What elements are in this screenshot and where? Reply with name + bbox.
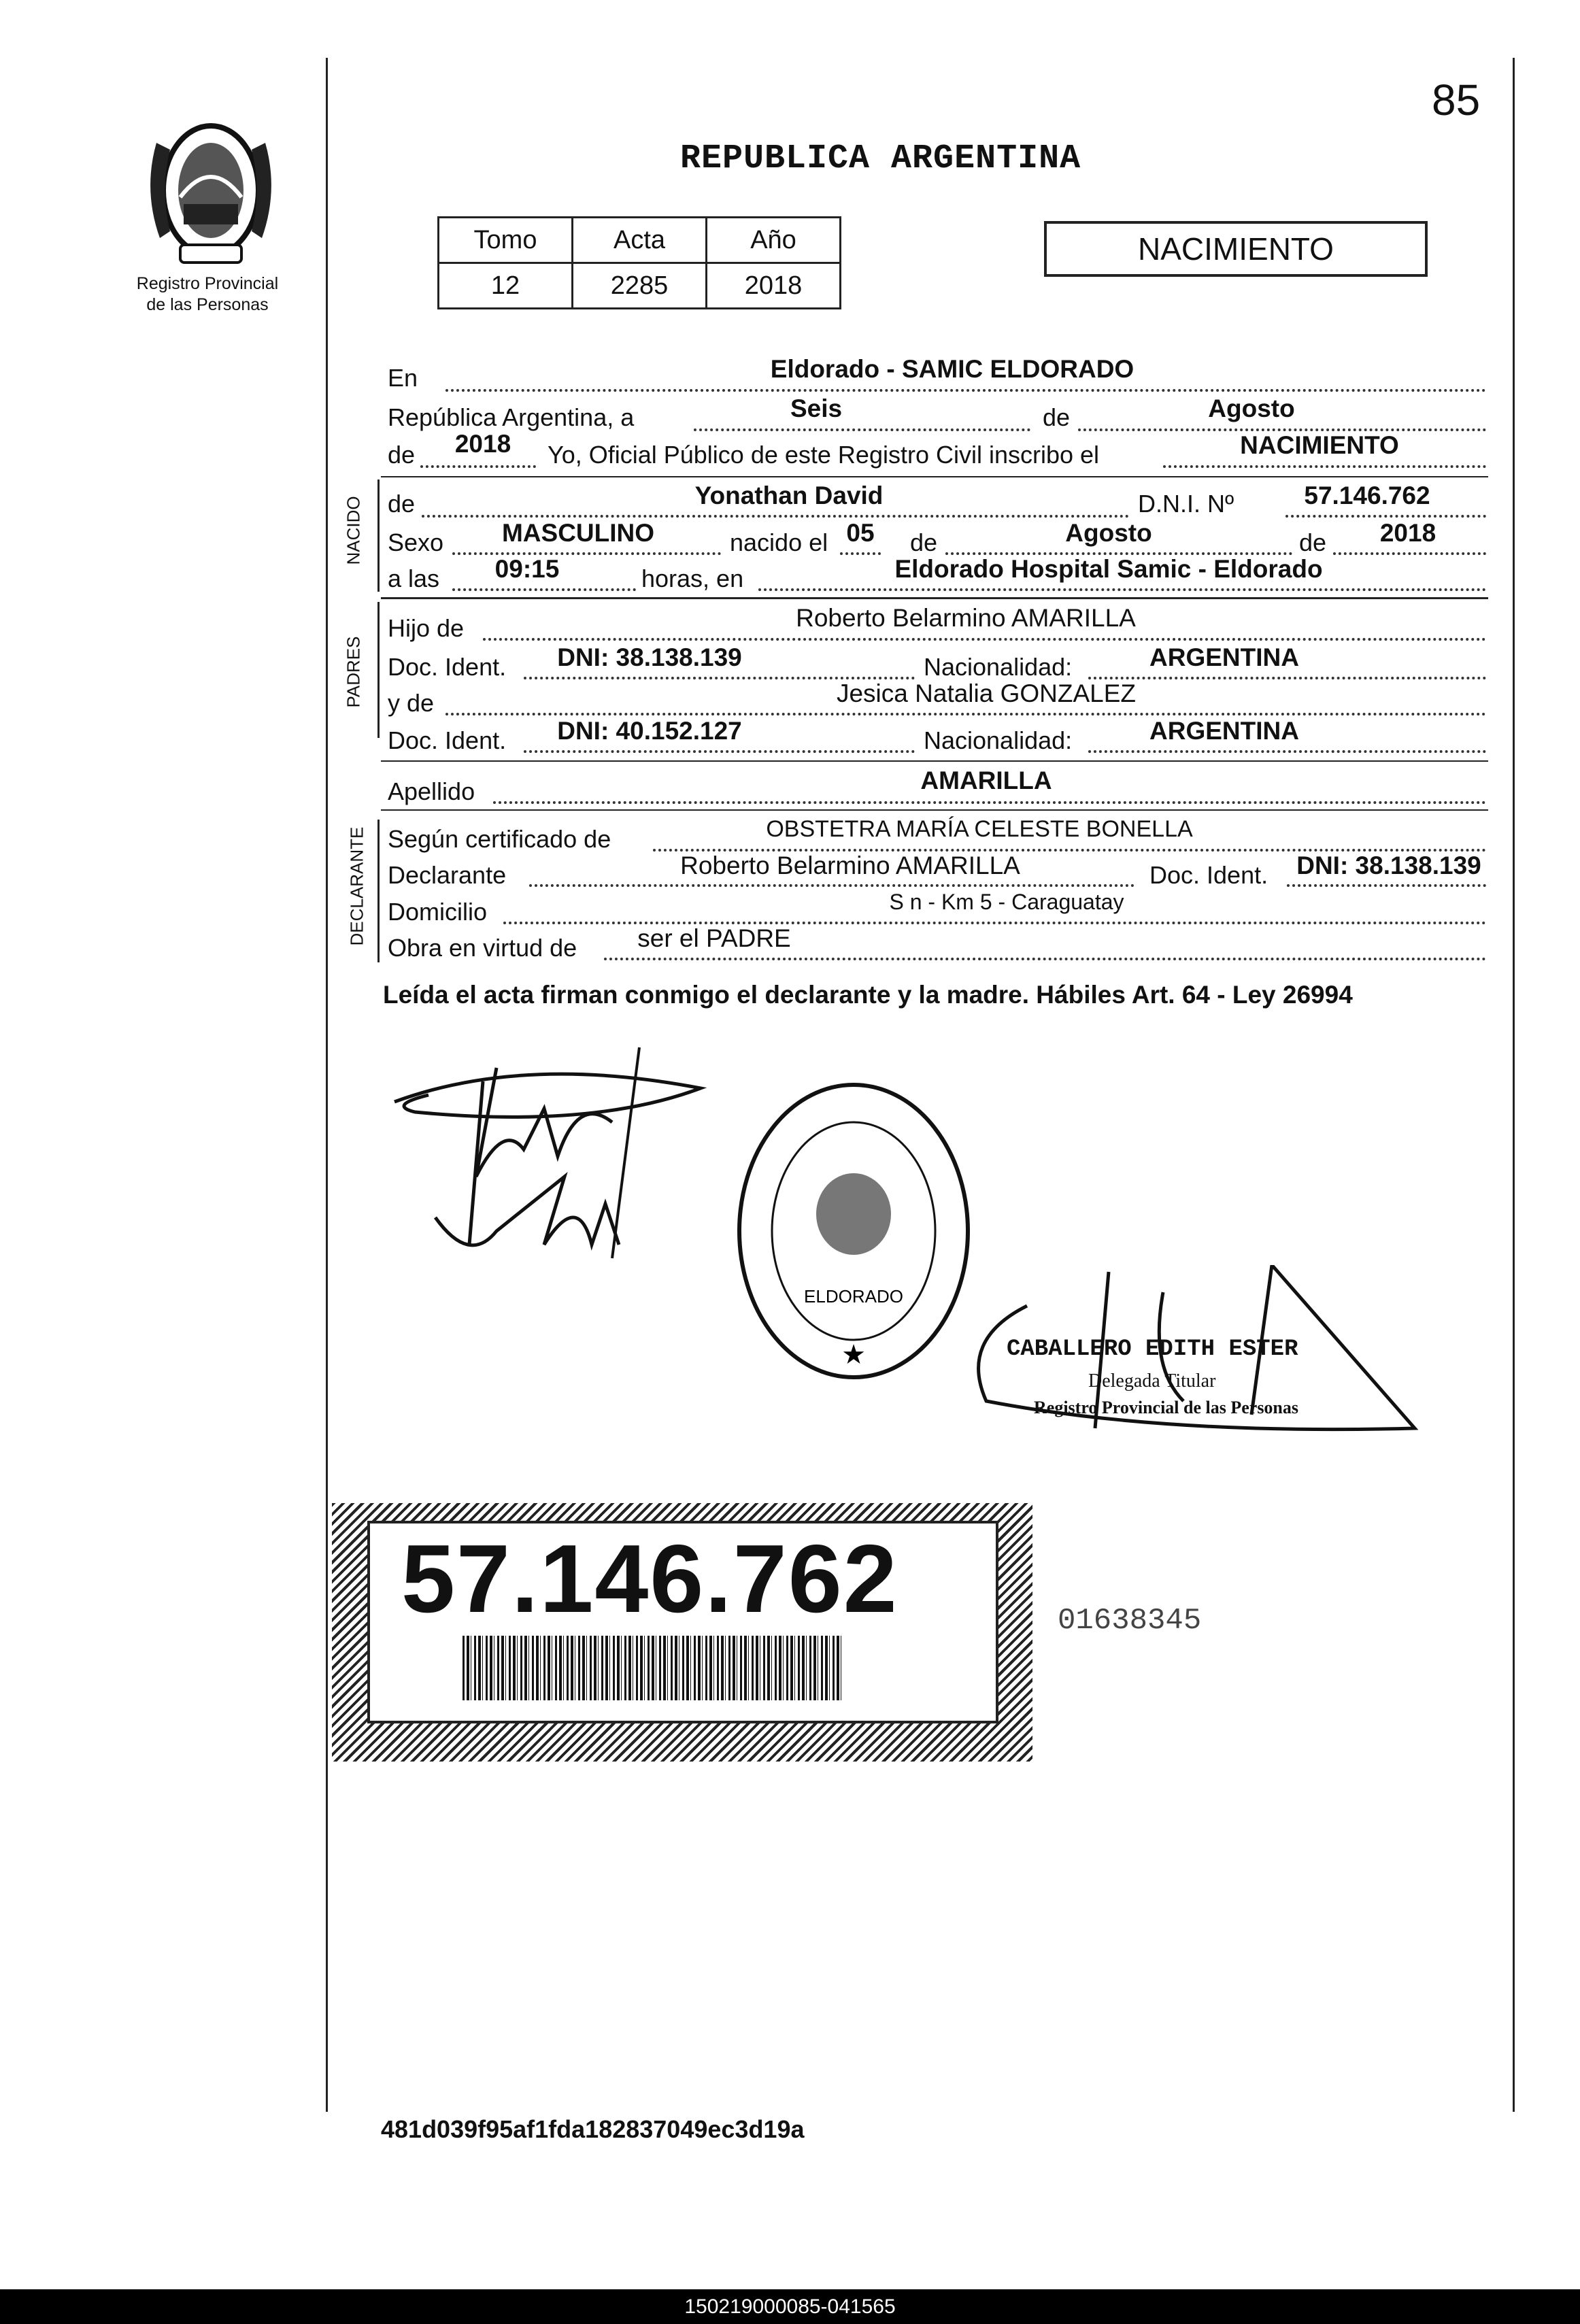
table-header-acta: Acta xyxy=(573,218,707,263)
official-stamp xyxy=(731,1078,976,1391)
left-margin-line xyxy=(326,58,328,2112)
nacido-section-top xyxy=(381,476,1488,477)
dotted-line xyxy=(493,801,1486,804)
value-padre-doc: DNI: 38.138.139 xyxy=(557,643,742,671)
right-margin-line xyxy=(1513,58,1515,2112)
dotted-line xyxy=(758,588,1486,591)
label-declarante: Declarante xyxy=(388,861,507,889)
value-domicilio: S n - Km 5 - Caraguatay xyxy=(889,890,1124,914)
value-certificado: OBSTETRA MARÍA CELESTE BONELLA xyxy=(766,816,1193,842)
label-republica: República Argentina, a xyxy=(388,403,635,431)
label-en: En xyxy=(388,364,418,392)
dotted-line xyxy=(694,428,1030,431)
sticker-serial: 01638345 xyxy=(1058,1604,1202,1638)
dotted-line xyxy=(452,588,636,591)
value-lugar-nac: Eldorado Hospital Samic - Eldorado xyxy=(894,555,1323,583)
footer-code: 150219000085-041565 xyxy=(684,2295,896,2318)
declarante-section-bar xyxy=(377,820,380,962)
table-value-tomo: 12 xyxy=(439,263,573,309)
label-a-las: a las xyxy=(388,565,440,592)
declarant-signature xyxy=(388,1041,721,1285)
dotted-line xyxy=(420,465,536,468)
logo-caption-line1: Registro Provincial xyxy=(136,274,279,293)
closing-note: Leída el acta firman conmigo el declarante y la madre. Hábiles Art. 64 - Ley 26994 xyxy=(383,981,1353,1009)
value-nac-anio: 2018 xyxy=(1379,519,1436,547)
label-de3: de xyxy=(1299,528,1327,556)
table-header-anio: Año xyxy=(707,218,841,263)
label-obra: Obra en virtud de xyxy=(388,934,577,962)
label-apellido: Apellido xyxy=(388,777,475,805)
dotted-line xyxy=(529,884,1134,887)
value-apellido: AMARILLA xyxy=(920,767,1052,794)
document-hash: 481d039f95af1fda182837049ec3d19a xyxy=(381,2115,805,2143)
label-y-de: y de xyxy=(388,689,435,717)
label-doc-ident2: Doc. Ident. xyxy=(388,726,507,754)
label-yo: Yo, Oficial Público de este Registro Civil inscribo el xyxy=(548,441,1100,469)
label-horas: horas, en xyxy=(641,565,744,592)
dotted-line xyxy=(1285,515,1486,518)
padres-section-bar xyxy=(377,602,380,738)
side-label-nacido: NACIDO xyxy=(343,496,364,565)
act-reference-table xyxy=(437,216,841,309)
label-dni: D.N.I. Nº xyxy=(1138,490,1234,518)
document-title: REPUBLICA ARGENTINA xyxy=(680,139,1081,178)
label-domicilio: Domicilio xyxy=(388,898,488,926)
value-hora: 09:15 xyxy=(494,555,560,583)
apellido-section-bottom xyxy=(381,809,1488,811)
sticker-number: 57.146.762 xyxy=(401,1525,898,1633)
label-nacido: nacido el xyxy=(730,528,828,556)
act-type-box: NACIMIENTO xyxy=(1044,221,1428,277)
value-nombre: Yonathan David xyxy=(694,482,884,509)
label-sexo: Sexo xyxy=(388,528,444,556)
label-doc-ident: Doc. Ident. xyxy=(388,653,507,681)
side-label-declarante: DECLARANTE xyxy=(346,826,367,946)
dotted-line xyxy=(1088,750,1486,753)
dotted-line xyxy=(422,515,1129,518)
page-number: 85 xyxy=(1432,75,1481,124)
value-nac-mes: Agosto xyxy=(1065,519,1152,547)
dotted-line xyxy=(524,750,915,753)
value-nac-dia: 05 xyxy=(846,519,875,547)
dotted-line xyxy=(446,389,1486,392)
label-nacionalidad: Nacionalidad: xyxy=(924,653,1073,681)
table-value-acta: 2285 xyxy=(573,263,707,309)
official-org: Registro Provincial de las Personas xyxy=(1034,1398,1299,1417)
side-label-padres: PADRES xyxy=(343,636,364,708)
label-de-start: de xyxy=(388,441,416,469)
nacido-section-bar xyxy=(377,479,380,592)
value-padre-nac: ARGENTINA xyxy=(1149,643,1299,671)
value-madre-doc: DNI: 40.152.127 xyxy=(557,717,742,745)
official-name: CABALLERO EDITH ESTER xyxy=(1007,1336,1298,1362)
logo-caption xyxy=(116,273,299,316)
svg-text:ELDORADO: ELDORADO xyxy=(804,1286,903,1307)
value-lugar: Eldorado - SAMIC ELDORADO xyxy=(770,355,1134,383)
svg-text:★: ★ xyxy=(841,1340,866,1370)
dotted-line xyxy=(446,713,1486,715)
dotted-line xyxy=(1287,884,1486,887)
table-header-tomo: Tomo xyxy=(439,218,573,263)
table-value-anio: 2018 xyxy=(707,263,841,309)
value-sexo: MASCULINO xyxy=(501,519,655,547)
value-madre-nac: ARGENTINA xyxy=(1149,717,1299,745)
value-acto: NACIMIENTO xyxy=(1240,431,1399,459)
value-obra: ser el PADRE xyxy=(637,924,791,952)
value-dia: Seis xyxy=(790,394,843,422)
value-dni: 57.146.762 xyxy=(1304,482,1430,509)
value-anio: 2018 xyxy=(454,430,511,458)
label-nacionalidad2: Nacionalidad: xyxy=(924,726,1073,754)
label-doc-ident3: Doc. Ident. xyxy=(1149,861,1268,889)
label-de2: de xyxy=(910,528,938,556)
nacido-section-bottom xyxy=(381,597,1488,599)
value-madre: Jesica Natalia GONZALEZ xyxy=(836,679,1137,707)
official-role: Delegada Titular xyxy=(1088,1370,1216,1392)
value-declarante: Roberto Belarmino AMARILLA xyxy=(680,852,1020,879)
logo-caption-line2: de las Personas xyxy=(146,295,269,314)
value-padre: Roberto Belarmino AMARILLA xyxy=(796,604,1136,632)
province-seal-logo xyxy=(143,116,279,272)
label-hijo-de: Hijo de xyxy=(388,614,465,642)
label-de-name: de xyxy=(388,490,416,518)
dotted-line xyxy=(483,638,1486,641)
padres-section-bottom xyxy=(381,760,1488,762)
barcode xyxy=(463,1636,843,1700)
dotted-line xyxy=(1163,465,1486,468)
value-mes: Agosto xyxy=(1208,394,1295,422)
value-declarante-doc: DNI: 38.138.139 xyxy=(1296,852,1481,879)
label-segun: Según certificado de xyxy=(388,825,611,853)
dotted-line xyxy=(604,958,1486,960)
label-de-mid: de xyxy=(1043,403,1071,431)
